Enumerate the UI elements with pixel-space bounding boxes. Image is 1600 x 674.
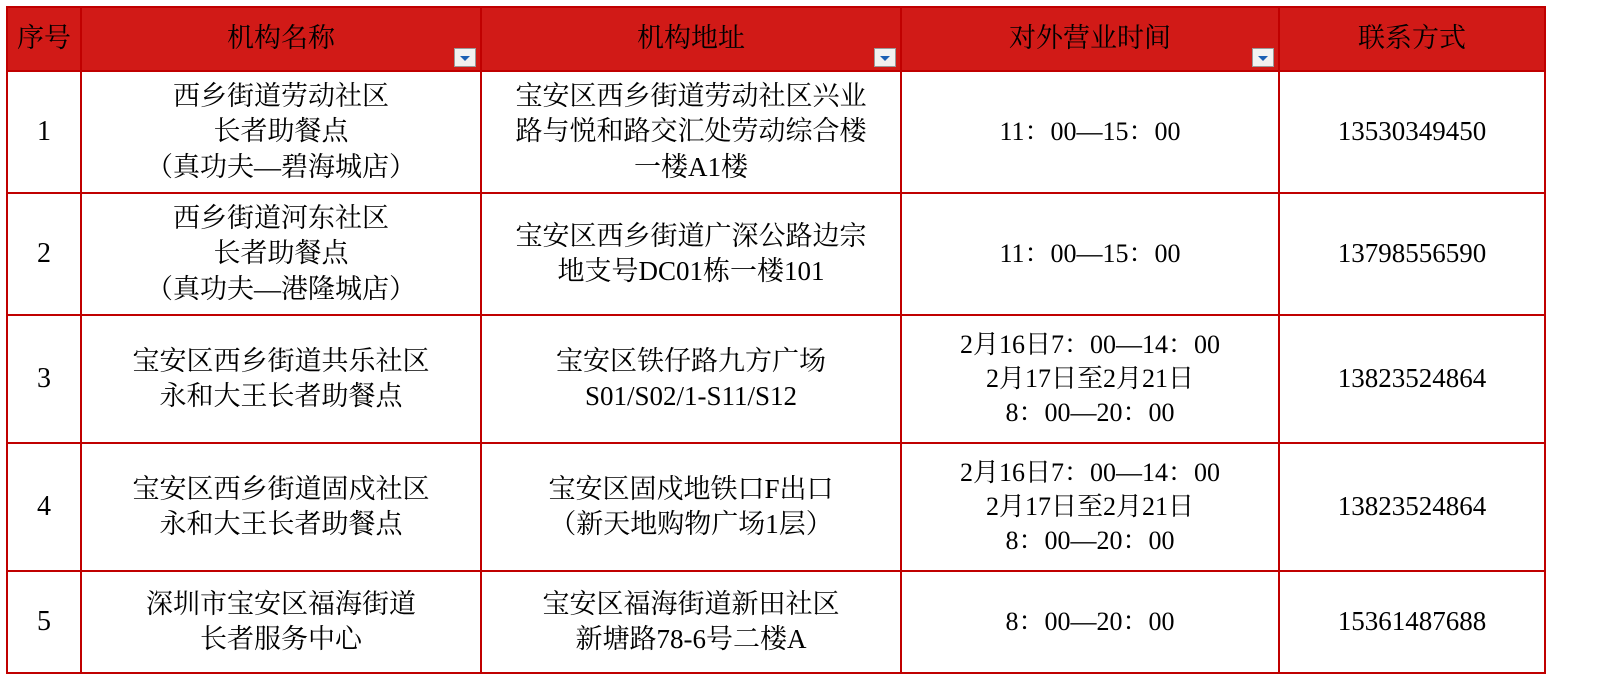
header-label-index: 序号 [17, 23, 71, 54]
cell-name-line: 永和大王长者助餐点 [159, 509, 403, 539]
table-row [7, 71, 1545, 193]
header-cell-phone [1279, 7, 1545, 71]
header-label-hours: 对外营业时间 [1009, 23, 1171, 54]
cell-address [481, 315, 901, 443]
cell-name-line: 长者助餐点 [213, 116, 349, 147]
cell-address-line: 宝安区西乡街道广深公路边宗 [515, 220, 867, 251]
cell-address-line: 新塘路78-6号二楼A [575, 624, 807, 654]
cell-phone: 13798556590 [1279, 193, 1545, 315]
cell-hours [901, 71, 1279, 193]
table-header [7, 7, 1545, 71]
cell-name-line: 宝安区西乡街道共乐社区 [132, 345, 430, 376]
cell-hours [901, 193, 1279, 315]
cell-address-line: 路与悦和路交汇处劳动综合楼 [515, 116, 867, 147]
cell-hours-line: 11：00—15：00 [999, 239, 1181, 269]
header-cell-address [481, 7, 901, 71]
cell-hours [901, 443, 1279, 571]
cell-phone: 13823524864 [1279, 315, 1545, 443]
cell-address [481, 193, 901, 315]
cell-index: 3 [7, 315, 81, 443]
cell-name-line: （真功夫—港隆城店） [146, 273, 416, 304]
cell-index: 2 [7, 193, 81, 315]
cell-address-line: 宝安区福海街道新田社区 [542, 588, 840, 619]
cell-name [81, 571, 481, 673]
cell-hours-line: 2月16日7：00—14：00 [959, 458, 1220, 488]
cell-name-line: 西乡街道劳动社区 [173, 81, 389, 112]
cell-name-line: 西乡街道河东社区 [173, 203, 389, 234]
cell-address-line: S01/S02/1-S11/S12 [584, 381, 798, 411]
cell-phone: 13530349450 [1279, 71, 1545, 193]
cell-address-line: 宝安区固戍地铁口F出口 [548, 473, 834, 504]
cell-hours-line: 8：00—20：00 [1005, 525, 1175, 555]
cell-name [81, 71, 481, 193]
cell-name [81, 193, 481, 315]
cell-hours-line: 2月17日至2月21日 [985, 492, 1194, 522]
cell-index: 4 [7, 443, 81, 571]
filter-dropdown-icon-name[interactable] [454, 48, 476, 67]
header-label-address: 机构地址 [637, 23, 745, 54]
cell-address-line: 宝安区西乡街道劳动社区兴业 [515, 81, 867, 112]
header-row [7, 7, 1545, 71]
cell-hours-line: 2月17日至2月21日 [985, 364, 1194, 394]
cell-phone: 15361487688 [1279, 571, 1545, 673]
filter-dropdown-icon-address[interactable] [874, 48, 896, 67]
header-cell-name [81, 7, 481, 71]
cell-address [481, 571, 901, 673]
header-label-phone: 联系方式 [1358, 23, 1466, 54]
header-label-name: 机构名称 [227, 23, 335, 54]
cell-name-line: 宝安区西乡街道固戍社区 [132, 473, 430, 504]
cell-address-line: 地支号DC01栋一楼101 [557, 256, 825, 286]
table-row [7, 315, 1545, 443]
cell-index: 1 [7, 71, 81, 193]
table-row [7, 193, 1545, 315]
table-body [7, 71, 1545, 673]
cell-name [81, 315, 481, 443]
cell-name [81, 443, 481, 571]
header-cell-index [7, 7, 81, 71]
table-row [7, 443, 1545, 571]
header-cell-hours [901, 7, 1279, 71]
table-row [7, 571, 1545, 673]
cell-address-line: 宝安区铁仔路九方广场 [556, 345, 826, 376]
cell-hours-line: 2月16日7：00—14：00 [959, 330, 1220, 360]
cell-hours [901, 571, 1279, 673]
cell-name-line: （真功夫—碧海城店） [146, 151, 416, 182]
cell-name-line: 永和大王长者助餐点 [159, 381, 403, 411]
cell-name-line: 长者助餐点 [213, 238, 349, 269]
cell-name-line: 长者服务中心 [200, 624, 362, 654]
cell-hours-line: 8：00—20：00 [1005, 397, 1175, 427]
elderly-meal-sites-table [6, 6, 1546, 674]
filter-dropdown-icon-hours[interactable] [1252, 48, 1274, 67]
spreadsheet-sheet [0, 6, 1600, 656]
cell-phone: 13823524864 [1279, 443, 1545, 571]
cell-address [481, 71, 901, 193]
cell-address [481, 443, 901, 571]
cell-index: 5 [7, 571, 81, 673]
cell-hours-line: 8：00—20：00 [1005, 607, 1175, 637]
cell-address-line: （新天地购物广场1层） [549, 509, 833, 539]
cell-address-line: 一楼A1楼 [634, 151, 748, 182]
cell-hours [901, 315, 1279, 443]
cell-name-line: 深圳市宝安区福海街道 [146, 588, 416, 619]
cell-hours-line: 11：00—15：00 [999, 117, 1181, 147]
